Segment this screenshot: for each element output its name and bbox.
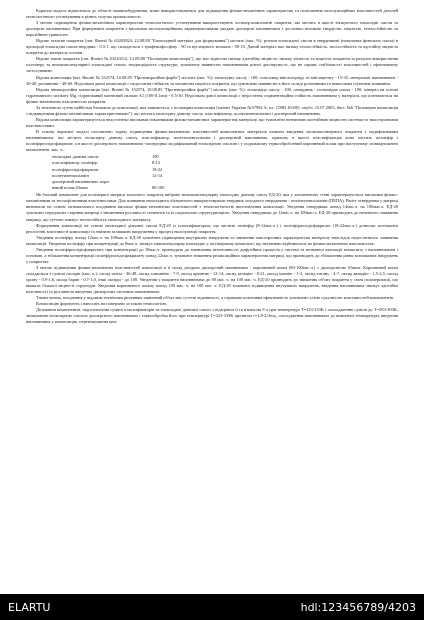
component-name: дисперсний наповнювач: кори- — [52, 178, 111, 184]
paragraph: За технічною суттю найбільш близькою до композиції, яка заявляється, є полімерна композиція [патент України №57994 А, кл. С09D 163/00, опубл. 15.07.2003, бюл. №6 "Полімерна композиція з підвищеними фізико-механічними характеристиками"], що містить епоксидну діанову смолу, пластифікатор, поліетиленполіамін і дисперсний наповнювач. — [26, 104, 398, 116]
paragraph: Уведення поліефірполідієфакрилату при концентрації до 18мас.ч. призводить до зменшення інтенсивності дифузійних процесів у системі та незначної взаємодії композиту з наповнювачем і основою, а збільшення концентрації поліефірполідієфакрилату понад 22мас.ч. зумовлює зниження релаксаційних характеристик матриці, що призводить до збільшення рівня залишкових напружень у покриттях. — [26, 246, 398, 264]
paragraph: Таким чином, поєднання у відомим технічним рішенням заявлений об'єкт має суттєві відмінності, а отримана позитивна ефективність зумовлено усією сукупністю властивостей компонентів. — [36, 295, 395, 301]
paragraph: Корисна модель відноситься до області машинобудування, може використовуватися для підвищення фізико-механічних характеристик та поліпшення експлуатаційних властивостей деталей технологічного устаткування в різних галузях промисловості. — [26, 8, 398, 20]
document-page — [26, 8, 398, 594]
component-amount: 18-22 — [152, 166, 163, 172]
component-name: поліетиленполіамін — [52, 172, 89, 178]
component-amount: 80-100 — [152, 185, 165, 191]
footer-handle-id: hdl:123456789/4203 — [300, 600, 416, 614]
paragraph: Уведення поліефіру понад 12мас.ч. на 100мас.ч. ЕД-20 зумовлює підвищення внутрішніх напружень та зниження тиксотропних характеристик матеріалу внаслідок недостатнього зшивання композиції. Уведення поліефіру при концентрації до 8мас.ч. знижує міжмолекулярну взаємодію у полімерному композиті, що негативно відбивається на фізико-механічних властивостях. — [26, 234, 398, 246]
component-name: пластифікатор: поліефір — [52, 160, 98, 166]
component-amount: 12-14 — [152, 172, 163, 178]
paragraph: Відома композиція [пат. Японії № 152574, 10.08.85 "Протикорозійна фарба"] містить (мас. %): епоксидну смолу - 100, сополімер вінілхлориду та вінілацетату - 15-35, мінеральні наповнювачі - 30-40, розчинник - 40-60. Недоліком даної композиції є недостатня стійкість та механічна міцність покриття, що зумовлено наявністю в його складі розчинника та невисоким ступенем зшивання. — [26, 74, 398, 86]
component-amount: 8-12 — [152, 160, 161, 166]
component-name: невий шлам 63мкм — [52, 185, 88, 191]
paragraph: Відоме також покриття [пат. Японії № 63220212, 13.09.88 "Полімерна композиція"], що має відносно низьку адгезійну міцність, низьку в'язкість та міцність покриття за рахунок використання олігомеру та низькомолекулярної епоксидної смоли, неоднорідність структури, зумовлену наявністю наповнювачів різної дисперсності, що не сприяє стабільності властивостей і ефективному застосуванню. — [26, 56, 398, 74]
paragraph: З метою підвищення фізико-механічних властивостей композиції в її склад уводили дисперсний наповнювач - коричневий шлам (80-100мас.ч.) з дисперсністю 63мкм. Коричневий шлам складається з суміші оксидів (мас. ч.): оксид заліза - 46-48, оксид алюмінію - 7-9, оксид кремнію - 12-14, оксид кальцію - 8-21, оксид магнію - 1-2, оксид титану - 4-7, оксид ванадію - 1,5-2,5, оксид хрому - 0,9-1,6, оксид барію - 0,7-1,0, інші оксиди - до 100. Уведення у покриття наповнювача до 80 мас. ч. на 100 мас. ч. ЕД-20 призводить до зниження об'єму покриття у стані полімеризації, що вимагає більшої міцності структури. Уведення коричневого шламу понад 100 мас. ч. на 100 мас. ч. ЕД-20 зумовлює підвищення внутрішніх напружень, введення наповнювача знижує адгезійні властивості та рухливість введених дисперсних частинок наповнювача. — [26, 264, 398, 295]
paragraph: З метою підвищення фізико-механічних характеристик технологічного устаткування використовують полімер-композитні покриття, які містять в якості в'язкуючого епоксидні смоли та дисперсні наповнювачі. При формуванні покриттів з високими експлуатаційними характеристиками уводять дисперсні наповнювачі з достатньо великою твердістю, міцністю, теплостійкістю та корозійною тривкістю. — [26, 20, 398, 38]
paragraph: Дозування компонентів, підготовлення суміші пластифікаторів та епоксидної діанової смоли з підігрівом її та в'язкістю 8 ч при температурі T=323-333K і охолодженню суміші до T=293-303K, змішування епоксидною смолою дисперсного наповнювача і термообробка його при температурі T=323-333K протягом τ=1,8-2,0год., охолодження наповнювача до кімнатної температури, введення наповнювача у композицію, перемішування ком- — [26, 307, 398, 325]
paragraph: Композицію формують і наносять на поверхню за такою технологією. — [36, 301, 168, 307]
paragraph: Відома антикорозійна композиція [пат. Японії № 152574, 10.08.85 "Протикорозійна фарба"] містить (мас. %): епоксидну смолу - 100, отвердник - поліамідна смола - 100, мінерал на основі гідратованого силікату Mg, гідратований магнієвий силікат А1 (100-0.1мм) - 0.5-50. Недоліком даної композиції є недостатня седиментаційна стійкість наповнювача у матеріалі, що позначається на фізико-механічних властивостях покриття. — [26, 86, 398, 104]
composition-table — [52, 154, 398, 191]
composition-row — [52, 185, 192, 191]
footer-repository-name: ELARTU — [8, 600, 51, 614]
paragraph: В основу корисної моделі поставлено задачу підвищення фізико-механічних властивостей композитних матеріалів шляхом введення епоксиполімерного покриття з модифікованим наповнювачем, що містить епоксидну діанову смолу, пластифікатор, поліетиленполіамін і дисперсний наповнювач, причому в якості пластифікатора воно містить полиефір і поліефірполідієфакрилат, а в якості дисперсного наповнювача -попередньо модифікований епоксидною смолою і у подальшому термооброблений коричневий шлам при наступному співвідношенні компонентів, мас. ч.: — [26, 128, 398, 153]
paragraph: Відоме захисне покриття [пат. Японії № 63202824, 22.08.88 "Епоксидний матеріал для формування"] містить (мас. %): розчин епоксидної смоли в твердникові (новолачна фенольна смола) в пропорції епоксидна смола:твердник - 0,5-1, що складається з трифенілфосфіну - 90 та вуглецевого волокна - 90-10. Даний матеріал має низьку теплостійкість, зносостійкість та адгезійну міцність покриття до матеріалу основи. — [26, 38, 398, 56]
component-amount: 100 — [152, 154, 159, 160]
paragraphs-before — [26, 8, 398, 153]
paragraph: Формування композиції на основі епоксидної діанової смоли ЕД-20 із пластифікатором, що містить поліефір (8-12мас.ч.) і поліефірполідієфакрилат (18-22мас.ч.) дозволяє поліпшити реологічні властивості композиції та знизити залишкові напруження у процесі експлуатації покриття. — [26, 222, 398, 234]
component-name: поліефірполідієфакрилат — [52, 166, 99, 172]
paragraphs-after — [26, 192, 398, 325]
paragraph: Відома композиція характеризується недостатньо високими показниками фізико-механічних характеристик матеріалу, що зумовлено незначною когезійною міцністю системи та тиксотропними властивостями. — [26, 116, 398, 128]
component-name: епоксидна діанова смола — [52, 154, 99, 160]
paragraph: Як базовий компонент для полімерної матриці захисного покриття вибрано низькомолекулярну епоксидну діанову смолу ЕД-20, яка у зоновленому стані характеризується високими фізико-механічними та теплофізичними властивостями. Для зшивання епоксидного в'язкуючого використовували твердник холодного твердження - поліетиленполіамін (ПЕПА). Вміст отвердника у матриці визначали на основі оптимального поєднання високих фізико-механічних властивостей з технологічністю виготовлення композиції. Уведення отвердника понад 14мас.ч. на 100мас.ч. ЕД-20 зумовлює передчасне старіння матриці з зниженням рухливості сегментів та їх подальшою структуризацією. Уведення отвердника до 12мас.ч. на 100мас.ч. ЕД-20 призводить до неповного зшивання матриці, що суттєво знижує теплостійкість епоксидного матеріалу. — [26, 192, 398, 222]
footer-bar — [0, 594, 424, 620]
